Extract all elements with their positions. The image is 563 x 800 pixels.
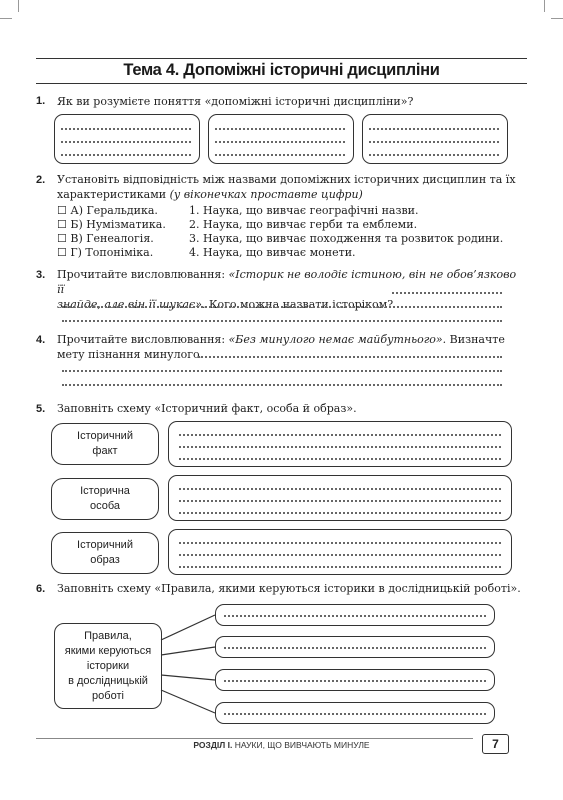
rule-answer[interactable]	[215, 636, 495, 658]
match-definition: 4. Наука, що вивчає монети.	[189, 246, 356, 259]
scheme-label-image: Історичний образ	[51, 532, 159, 574]
question-text: Заповніть схему «Історичний факт, особа й образ».	[57, 402, 357, 415]
question-text: Прочитайте висловлювання: «Історик не володіє істиною, він не обов’язково її знайде, але він її шукає». Кого можна назвати історіком?	[57, 268, 517, 311]
match-letter[interactable]: ☐ В) Генеалогія.	[57, 232, 154, 245]
match-letter[interactable]: ☐ А) Геральдика.	[57, 204, 158, 217]
question-text: Заповніть схему «Правила, якими керуються історики в дослідницькій роботі».	[57, 582, 521, 595]
question-number: 1.	[36, 95, 46, 107]
match-definition: 2. Наука, що вивчає герби та емблеми.	[189, 218, 418, 231]
footer-rule	[36, 738, 473, 739]
question-number: 2.	[36, 174, 46, 186]
rules-center-box: Правила, якими керуються історики в дослідницькій роботі	[54, 623, 162, 709]
question-text: Прочитайте висловлювання: «Без минулого немає майбутнього». Визначте мету пізнання минулого.	[57, 333, 505, 361]
scheme-label-fact: Історичний факт	[51, 423, 159, 465]
match-definition: 3. Наука, що вивчає походження та розвиток родини.	[189, 232, 504, 245]
rule-answer[interactable]	[215, 702, 495, 724]
rule-answer[interactable]	[215, 604, 495, 626]
rule-answer[interactable]	[215, 669, 495, 691]
question-number: 5.	[36, 403, 46, 415]
page-title: Тема 4. Допоміжні історичні дисципліни	[123, 61, 440, 79]
match-letter[interactable]: ☐ Б) Нумізматика.	[57, 218, 166, 231]
page-number: 7	[482, 734, 509, 754]
footer-section: РОЗДІЛ І. НАУКИ, ЩО ВИВЧАЮТЬ МИНУЛЕ	[193, 740, 370, 750]
question-number: 3.	[36, 269, 46, 281]
question-text: Установіть відповідність між назвами допоміжних історичних дисциплин та їх характеристиками (у віконечках проставте цифри)	[57, 173, 516, 201]
match-letter[interactable]: ☐ Г) Топоніміка.	[57, 246, 154, 259]
match-definition: 1. Наука, що вивчає географічні назви.	[189, 204, 419, 217]
scheme-label-person: Історична особа	[51, 478, 159, 520]
question-text: Як ви розумієте поняття «допоміжні історичні дисципліни»?	[57, 95, 414, 108]
question-number: 4.	[36, 334, 46, 346]
question-number: 6.	[36, 583, 46, 595]
